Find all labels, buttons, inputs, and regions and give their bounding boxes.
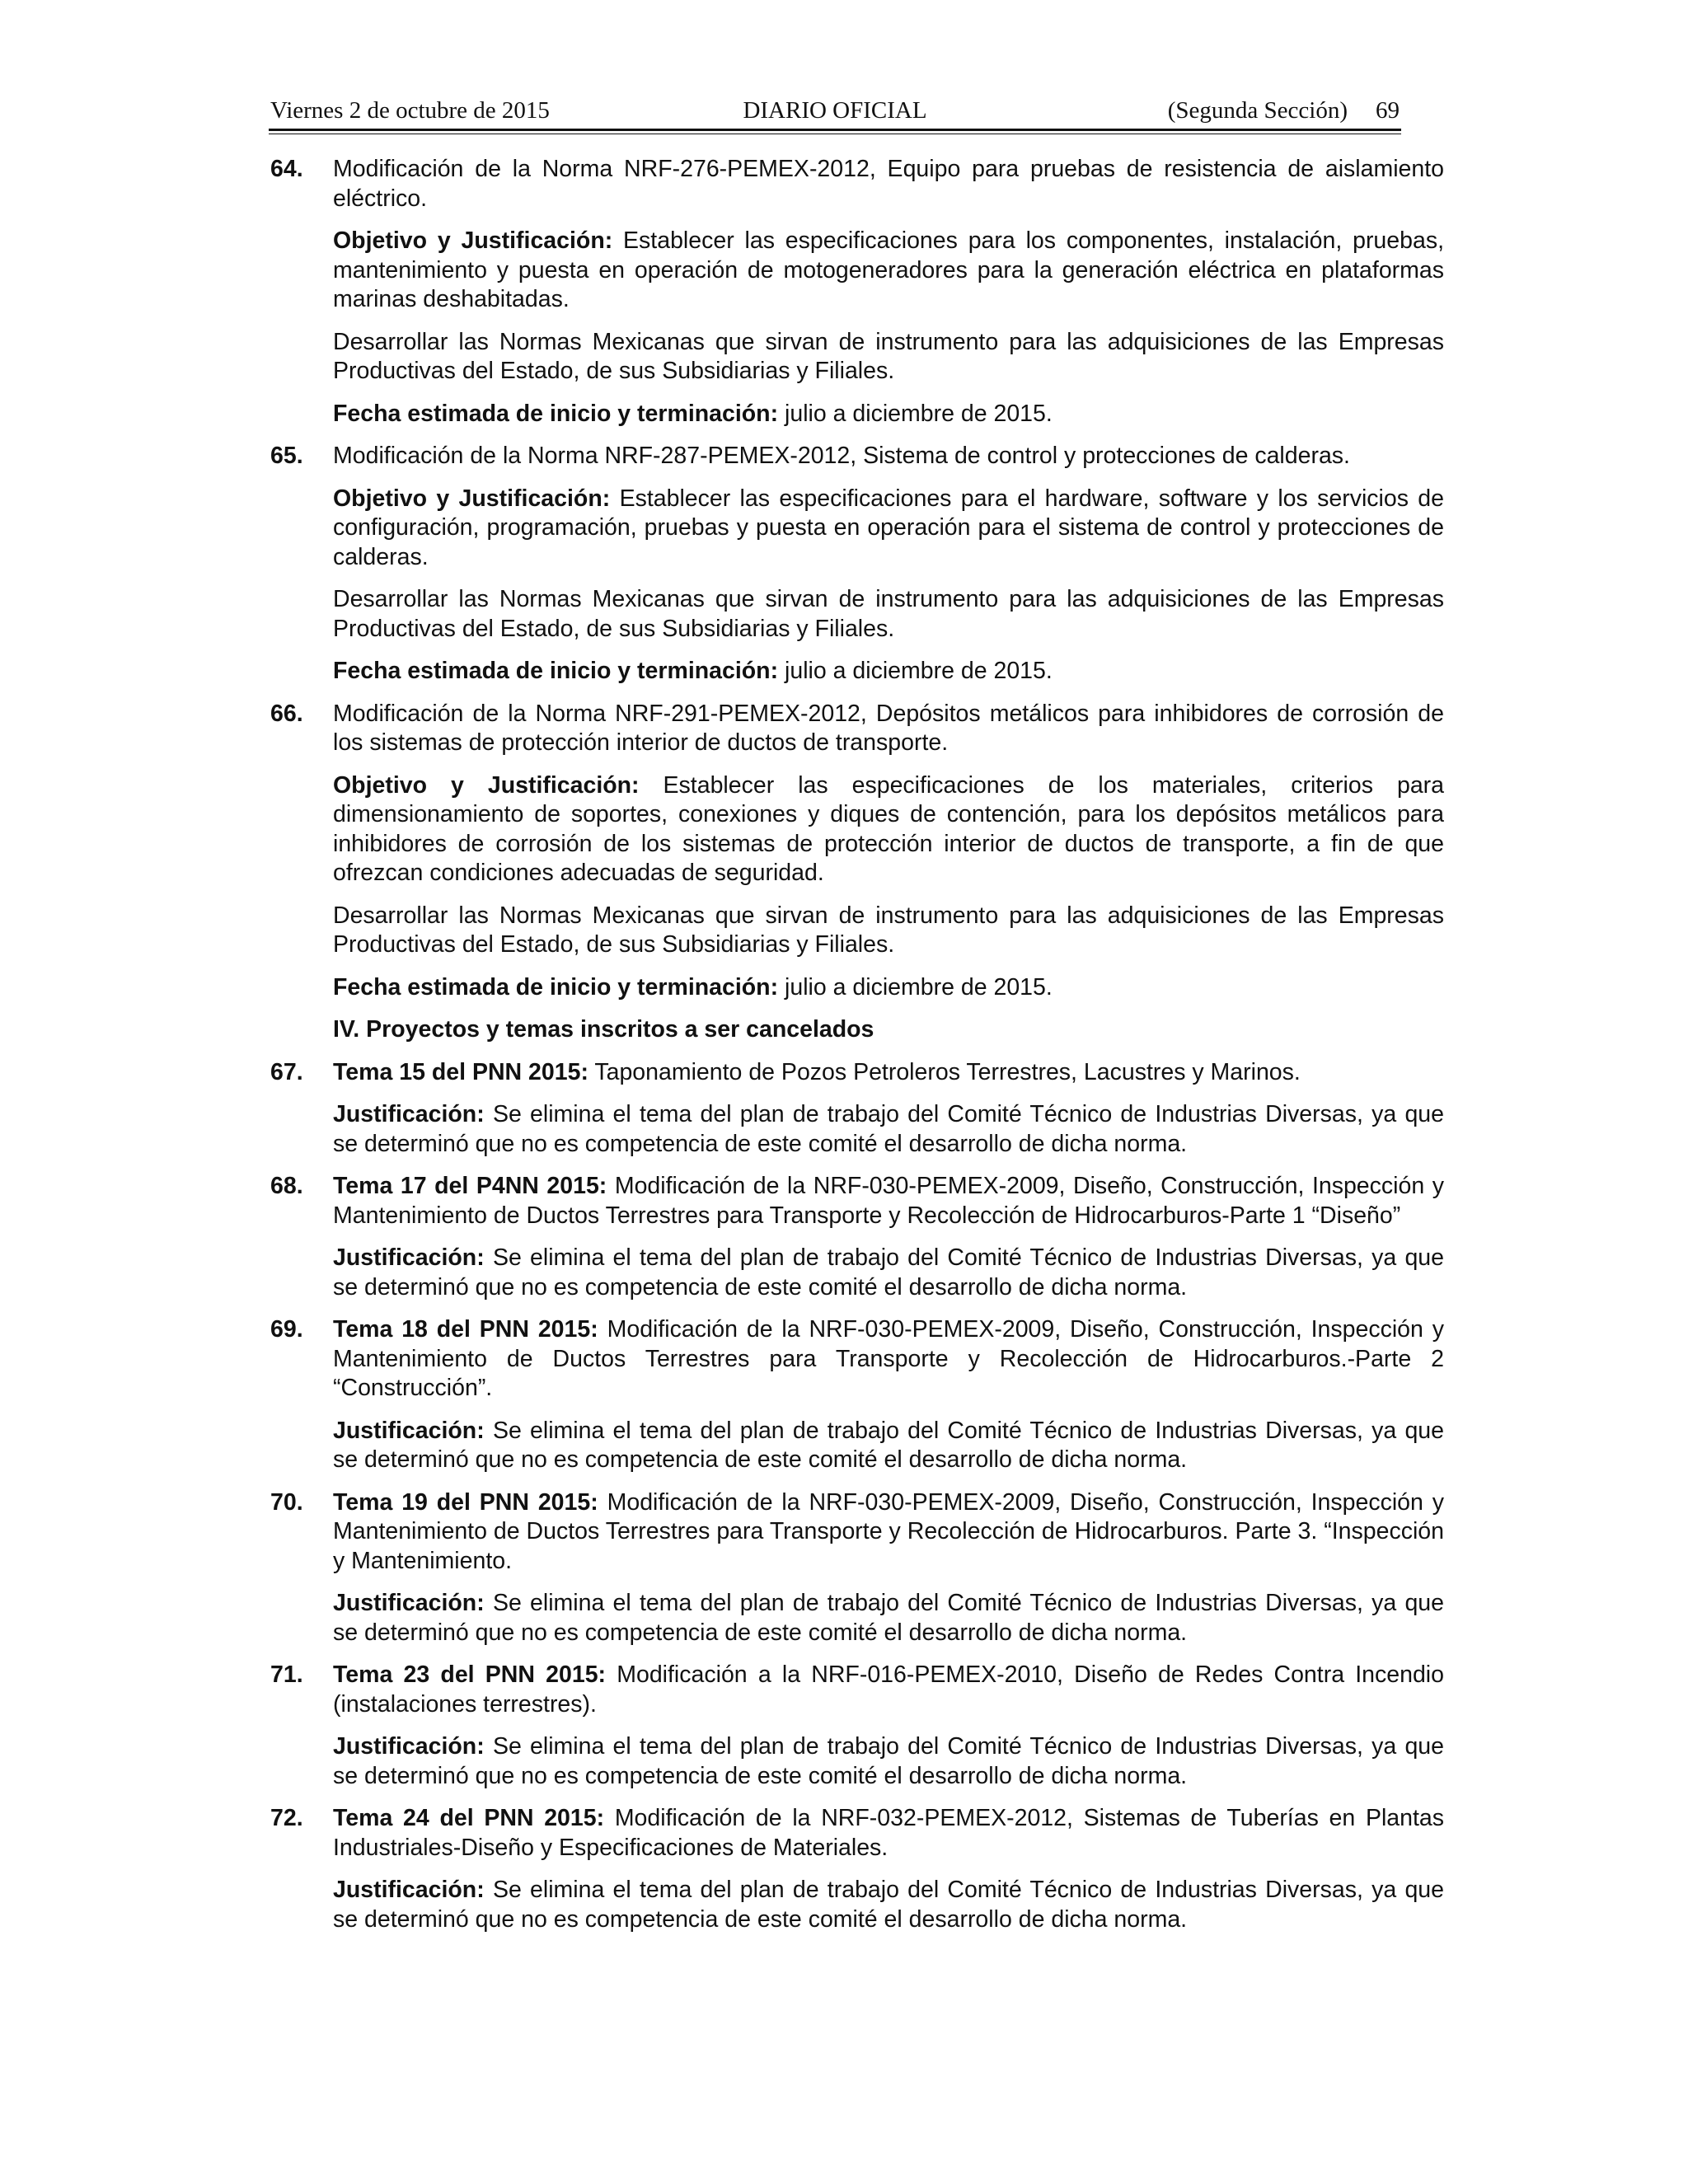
fecha-paragraph bbox=[333, 973, 1444, 1003]
objetivo-text: Establecer las especificaciones para el hardware, software y los servicios de configuración, programación, pruebas y puesta en operación para el sistema de control y protecciones de calderas. bbox=[333, 485, 1444, 570]
list-item bbox=[270, 700, 1444, 1003]
justificacion-paragraph bbox=[333, 1876, 1444, 1934]
desarrollar-paragraph: Desarrollar las Normas Mexicanas que sirvan de instrumento para las adquisiciones de las Empresas Productivas del Estado, de sus Subsidiarias y Filiales. bbox=[333, 586, 1444, 642]
tema-label: Tema 17 del P4NN 2015: bbox=[333, 1173, 607, 1199]
fecha-paragraph bbox=[333, 657, 1444, 687]
justificacion-text: Se elimina el tema del plan de trabajo del Comité Técnico de Industrias Diversas, ya que se determinó que no es competencia de este comité el desarrollo de dicha norma. bbox=[333, 1244, 1444, 1301]
objetivo-text: Establecer las especificaciones de los materiales, criterios para dimensionamiento de soportes, conexiones y diques de contención, para los depósitos metálicos para inhibidores de corrosión de los sistemas de protección interior de ductos de transporte, a fin de que ofrezcan condiciones adecuadas de seguridad. bbox=[333, 771, 1445, 886]
justificacion-paragraph bbox=[333, 1244, 1444, 1302]
header-date: Viernes 2 de octubre de 2015 bbox=[270, 97, 550, 124]
list-item bbox=[270, 1661, 1444, 1791]
header-page-number: 69 bbox=[1376, 97, 1400, 124]
item-number: 66. bbox=[270, 700, 303, 727]
justificacion-text: Se elimina el tema del plan de trabajo del Comité Técnico de Industrias Diversas, ya que se determinó que no es competencia de este comité el desarrollo de dicha norma. bbox=[333, 1877, 1444, 1933]
tema-label: Tema 18 del PNN 2015: bbox=[333, 1316, 598, 1343]
tema-label: Tema 24 del PNN 2015: bbox=[333, 1805, 605, 1831]
item-title: Modificación de la Norma NRF-276-PEMEX-2012, Equipo para pruebas de resistencia de aislamiento eléctrico. bbox=[333, 156, 1444, 212]
objetivo-paragraph bbox=[333, 485, 1444, 573]
tema-text: Modificación de la NRF-030-PEMEX-2009, Diseño, Construcción, Inspección y Mantenimiento de Ductos Terrestres para Transporte y Recolección de Hidrocarburos-Parte 1 “Diseño” bbox=[333, 1173, 1444, 1229]
tema-text: Modificación a la NRF-016-PEMEX-2010, Diseño de Redes Contra Incendio (instalaciones terrestres). bbox=[333, 1661, 1444, 1718]
justificacion-text: Se elimina el tema del plan de trabajo del Comité Técnico de Industrias Diversas, ya que se determinó que no es competencia de este comité el desarrollo de dicha norma. bbox=[333, 1101, 1444, 1157]
objetivo-label: Objetivo y Justificación: bbox=[333, 227, 613, 254]
justificacion-label: Justificación: bbox=[333, 1244, 485, 1271]
list-item bbox=[270, 1058, 1444, 1160]
tema-paragraph bbox=[333, 1804, 1444, 1863]
tema-text: Modificación de la NRF-030-PEMEX-2009, Diseño, Construcción, Inspección y Mantenimiento de Ductos Terrestres para Transporte y Recolección de Hidrocarburos. Parte 3. “Inspección y Mantenimiento. bbox=[333, 1488, 1444, 1574]
fecha-label: Fecha estimada de inicio y terminación: bbox=[333, 400, 779, 427]
list-item bbox=[270, 1315, 1444, 1475]
document-body bbox=[270, 155, 1444, 1947]
list-item bbox=[270, 1488, 1444, 1648]
item-number: 71. bbox=[270, 1661, 303, 1688]
tema-paragraph bbox=[333, 1172, 1444, 1230]
section-heading: IV. Proyectos y temas inscritos a ser cancelados bbox=[333, 1016, 874, 1043]
header-rule-thick bbox=[269, 129, 1401, 131]
justificacion-paragraph bbox=[333, 1100, 1444, 1159]
justificacion-label: Justificación: bbox=[333, 1877, 485, 1903]
tema-label: Tema 23 del PNN 2015: bbox=[333, 1661, 607, 1688]
item-number: 69. bbox=[270, 1316, 303, 1343]
item-title: Modificación de la Norma NRF-287-PEMEX-2012, Sistema de control y protecciones de calderas. bbox=[333, 443, 1350, 469]
justificacion-text: Se elimina el tema del plan de trabajo del Comité Técnico de Industrias Diversas, ya que se determinó que no es competencia de este comité el desarrollo de dicha norma. bbox=[333, 1590, 1444, 1646]
header-section: (Segunda Sección) bbox=[1167, 97, 1348, 124]
item-number: 64. bbox=[270, 156, 303, 182]
justificacion-paragraph bbox=[333, 1589, 1444, 1647]
tema-paragraph bbox=[333, 1058, 1444, 1088]
item-number: 67. bbox=[270, 1058, 303, 1085]
fecha-text: julio a diciembre de 2015. bbox=[778, 400, 1053, 427]
objetivo-label: Objetivo y Justificación: bbox=[333, 485, 611, 512]
tema-label: Tema 15 del PNN 2015: bbox=[333, 1058, 588, 1085]
tema-text: Taponamiento de Pozos Petroleros Terrestres, Lacustres y Marinos. bbox=[588, 1058, 1301, 1085]
desarrollar-paragraph: Desarrollar las Normas Mexicanas que sirvan de instrumento para las adquisiciones de las Empresas Productivas del Estado, de sus Subsidiarias y Filiales. bbox=[333, 328, 1444, 384]
item-number: 68. bbox=[270, 1173, 303, 1199]
tema-paragraph bbox=[333, 1661, 1444, 1719]
item-title: Modificación de la Norma NRF-291-PEMEX-2012, Depósitos metálicos para inhibidores de corrosión de los sistemas de protección interior de ductos de transporte. bbox=[333, 700, 1444, 756]
item-number: 72. bbox=[270, 1805, 303, 1831]
desarrollar-paragraph: Desarrollar las Normas Mexicanas que sirvan de instrumento para las adquisiciones de las Empresas Productivas del Estado, de sus Subsidiarias y Filiales. bbox=[333, 902, 1444, 958]
justificacion-text: Se elimina el tema del plan de trabajo del Comité Técnico de Industrias Diversas, ya que se determinó que no es competencia de este comité el desarrollo de dicha norma. bbox=[333, 1733, 1444, 1789]
justificacion-paragraph bbox=[333, 1732, 1444, 1791]
page-header bbox=[270, 92, 1400, 129]
justificacion-label: Justificación: bbox=[333, 1417, 485, 1444]
header-title: DIARIO OFICIAL bbox=[743, 97, 927, 124]
fecha-text: julio a diciembre de 2015. bbox=[778, 973, 1053, 1001]
tema-paragraph bbox=[333, 1315, 1444, 1404]
justificacion-paragraph bbox=[333, 1417, 1444, 1475]
fecha-paragraph bbox=[333, 400, 1444, 429]
tema-label: Tema 19 del PNN 2015: bbox=[333, 1488, 598, 1516]
justificacion-text: Se elimina el tema del plan de trabajo del Comité Técnico de Industrias Diversas, ya que se determinó que no es competencia de este comité el desarrollo de dicha norma. bbox=[333, 1417, 1444, 1473]
fecha-label: Fecha estimada de inicio y terminación: bbox=[333, 658, 779, 684]
objetivo-label: Objetivo y Justificación: bbox=[333, 771, 640, 799]
list-item bbox=[270, 155, 1444, 429]
tema-text: Modificación de la NRF-030-PEMEX-2009, Diseño, Construcción, Inspección y Mantenimiento de Ductos Terrestres para Transporte y Recolección de Hidrocarburos.-Parte 2 “Construcción”. bbox=[333, 1316, 1444, 1401]
objetivo-paragraph bbox=[333, 227, 1444, 315]
justificacion-label: Justificación: bbox=[333, 1101, 485, 1127]
list-item bbox=[270, 1172, 1444, 1302]
objetivo-paragraph bbox=[333, 771, 1444, 888]
objetivo-text: Establecer las especificaciones para los componentes, instalación, pruebas, mantenimiento y puesta en operación de motogeneradores para la generación eléctrica en plataformas marinas deshabitadas. bbox=[333, 227, 1444, 312]
list-item bbox=[270, 442, 1444, 687]
justificacion-label: Justificación: bbox=[333, 1590, 485, 1616]
fecha-text: julio a diciembre de 2015. bbox=[778, 658, 1053, 684]
tema-text: Modificación de la NRF-032-PEMEX-2012, Sistemas de Tuberías en Plantas Industriales-Diseño y Especificaciones de Materiales. bbox=[333, 1805, 1444, 1861]
list-item bbox=[270, 1804, 1444, 1934]
fecha-label: Fecha estimada de inicio y terminación: bbox=[333, 973, 779, 1001]
tema-paragraph bbox=[333, 1488, 1444, 1577]
item-number: 70. bbox=[270, 1488, 303, 1516]
justificacion-label: Justificación: bbox=[333, 1733, 485, 1760]
item-number: 65. bbox=[270, 443, 303, 469]
